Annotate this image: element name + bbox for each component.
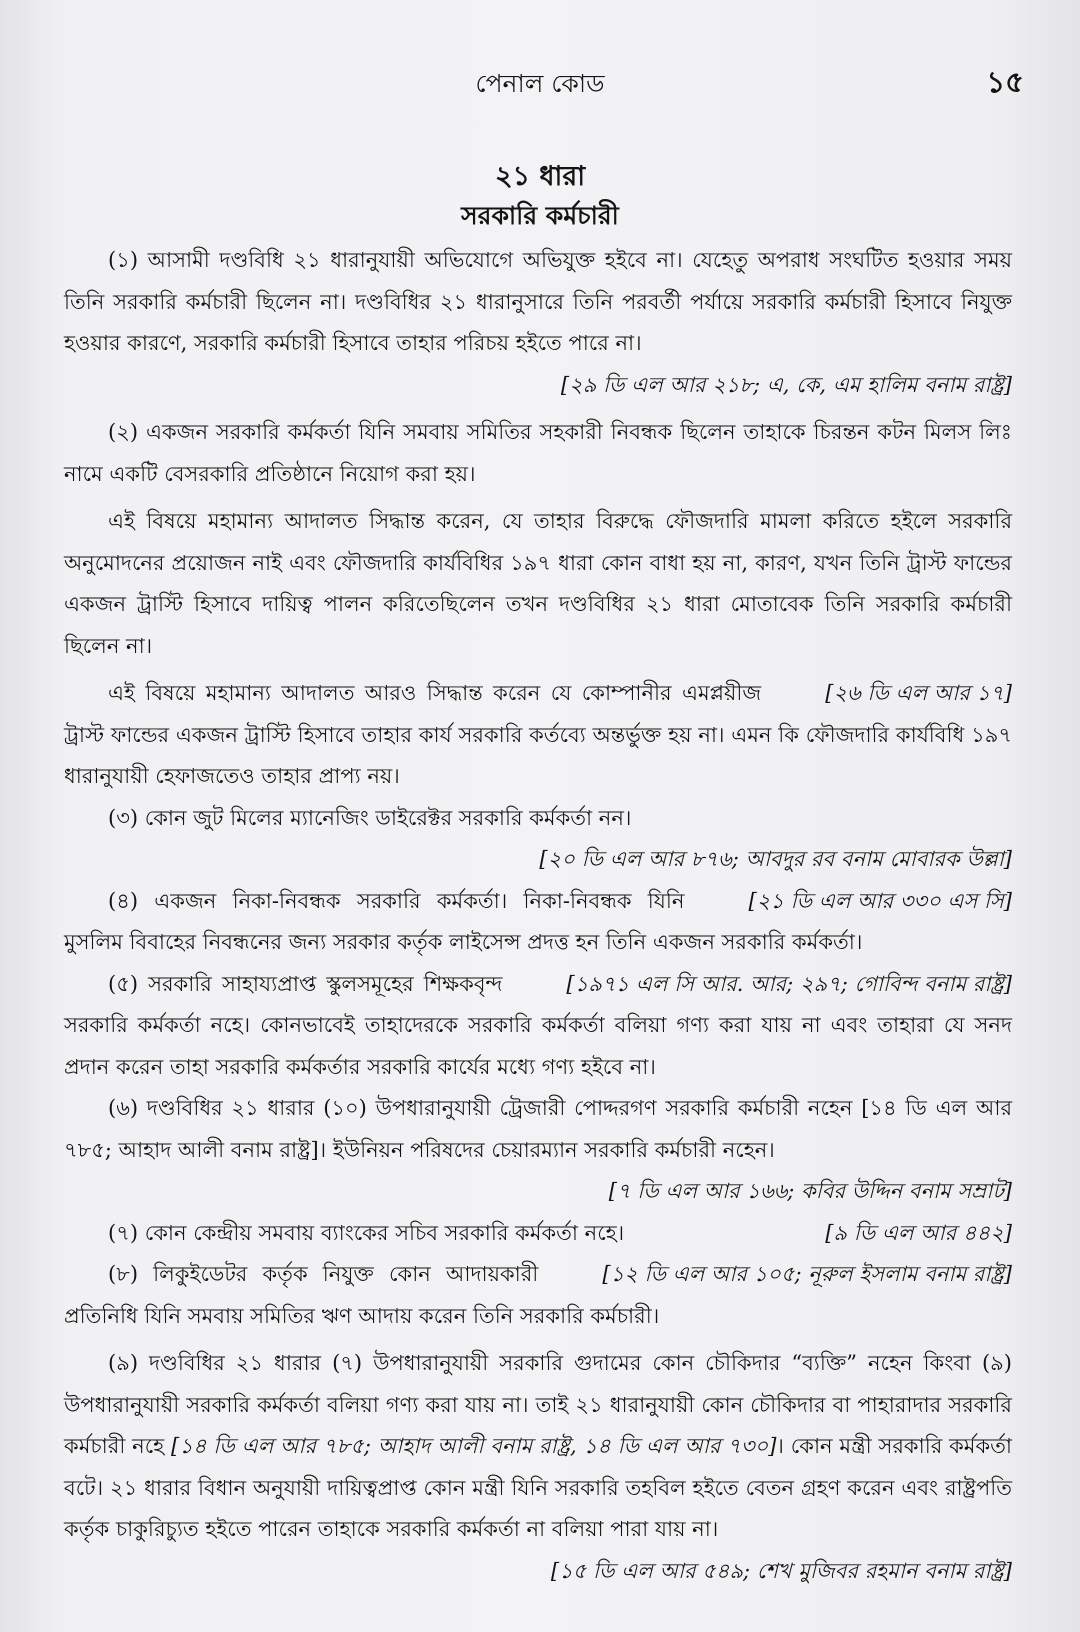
citation-8: [৭ ডি এল আর ১৬৬; কবির উদ্দিন বনাম সম্রাট] [608,1179,1012,1203]
paragraph-9-text: (৭) কোন কেন্দ্রীয় সমবায় ব্যাংকের সচিব সরকারি কর্মকর্তা নহে। [108,1220,625,1245]
paragraph-6-text: (৪) একজন নিকা-নিবন্ধক সরকারি কর্মকর্তা। নিকা-নিবন্ধক যিনি মুসলিম বিবাহের নিবন্ধনের জন্য সরকার কর্তৃক লাইসেন্স প্রদত্ত হন তিনি একজন সরকারি কর্মকর্তা। [64,888,863,954]
paragraph-1: (১) আসামী দণ্ডবিধি ২১ ধারানুযায়ী অভিযোগে অভিযুক্ত হইবে না। যেহেতু অপরাধ সংঘটিত হওয়ার সময় তিনি সরকারি কর্মচারী ছিলেন না। দণ্ডবিধির ২১ ধারানুসারে তিনি পরবর্তী পর্যায়ে সরকারি কর্মচারী হিসাবে নিযুক্ত হওয়ার কারণে, সরকারি কর্মচারী হিসাবে তাহার পরিচয় হইতে পারে না। [64,248,1012,355]
paragraph-10 [64,1254,1012,1337]
paragraph-7-text: (৫) সরকারি সাহায্যপ্রাপ্ত স্কুলসমূহের শিক্ষকবৃন্দ সরকারি কর্মকর্তা নহে। কোনভাবেই তাহাদেরকে সরকারি কর্মকর্তা বলিয়া গণ্য করা যায় না এবং তাহারা যে সনদ প্রদান করেন তাহা সরকারি কর্মকর্তার সরকারি কার্যের মধ্যে গণ্য হইবে না। [64,971,1012,1079]
paragraph-11-text-b: । কোন মন্ত্রী সরকারি কর্মকর্তা বটে। ২১ ধারার বিধান অনুযায়ী দায়িত্বপ্রাপ্ত কোন মন্ত্রী যিনি সরকারি তহবিল হইতে বেতন গ্রহণ করেন এবং রাষ্ট্রপতি কর্তৃক চাকুরিচ্যুত হইতে পারেন তাহাকে সরকারি কর্মকর্তা না বলিয়া পারা যায় না। [64,1434,1012,1541]
paragraph-3: এই বিষয়ে মহামান্য আদালত সিদ্ধান্ত করেন, যে তাহার বিরুদ্ধে ফৌজদারি মামলা করিতে হইলে সরকারি অনুমোদনের প্রয়োজন নাই এবং ফৌজদারি কার্যবিধির ১৯৭ ধারা কোন বাধা হয় না, কারণ, যখন তিনি ট্রাস্ট ফান্ডের একজন ট্রাস্টি হিসাবে দায়িত্ব পালন করিতেছিলেন তখন দণ্ডবিধির ২১ ধারা মোতাবেক তিনি সরকারি কর্মচারী ছিলেন না। [64,509,1012,658]
citation-7: [১৯৭১ এল সি আর. আর; ২৯৭; গোবিন্দ বনাম রাষ্ট্র] [566,971,1012,996]
paragraph-8: (৬) দণ্ডবিধির ২১ ধারার (১০) উপধারানুযায়ী ট্রেজারী পোদ্দরগণ সরকারি কর্মচারী নহেন [১৪ ডি এল আর ৭৮৫; আহাদ আলী বনাম রাষ্ট্র]। ইউনিয়ন পরিষদের চেয়ারম্যান সরকারি কর্মচারী নহেন। [64,1096,1012,1162]
paragraph-4 [64,673,1012,798]
paragraph-11 [64,1343,1012,1551]
citation-9: [৯ ডি এল আর ৪৪২] [825,1220,1012,1245]
paragraph-7 [64,964,1012,1089]
paragraph-4-text: এই বিষয়ে মহামান্য আদালত আরও সিদ্ধান্ত করেন যে কোম্পানীর এমপ্লয়ীজ ট্রাস্ট ফান্ডের একজন ট্রাস্টি হিসাবে তাহার কার্য সরকারি কর্তব্যে অন্তর্ভুক্ত হয় না। এমন কি ফৌজদারি কার্যবিধি ১৯৭ ধারানুযায়ী হেফাজতেও তাহার প্রাপ্য নয়। [64,681,1012,788]
paragraph-11-inline-citation: [১৪ ডি এল আর ৭৮৫; আহাদ আলী বনাম রাষ্ট্র, ১৪ ডি এল আর ৭৩০] [171,1434,777,1458]
paragraph-9 [64,1213,1012,1255]
section-title: ২১ ধারা [494,161,586,192]
body-text [64,240,1012,1592]
paragraph-10-text: (৮) লিকুইডেটর কর্তৃক নিযুক্ত কোন আদায়কারী প্রতিনিধি যিনি সমবায় সমিতির ঋণ আদায় করেন তিনি সরকারি কর্মচারী। [64,1262,660,1328]
citation-4: [২৬ ডি এল আর ১৭] [825,681,1012,705]
citation-10: [১২ ডি এল আর ১০৫; নূরুল ইসলাম বনাম রাষ্ট্র] [602,1262,1012,1286]
paragraph-6 [64,881,1012,964]
book-title: পেনাল কোড [475,69,605,98]
paragraph-2: (২) একজন সরকারি কর্মকর্তা যিনি সমবায় সমিতির সহকারী নিবন্ধক ছিলেন তাহাকে চিরন্তন কটন মিলস লিঃ নামে একটি বেসরকারি প্রতিষ্ঠানে নিয়োগ করা হয়। [64,420,1012,486]
page-number: ১৫ [986,65,1024,99]
citation-5: [২০ ডি এল আর ৮৭৬; আবদুর রব বনাম মোবারক উল্লা] [539,847,1012,871]
section-subtitle: সরকারি কর্মচারী [461,201,619,230]
citation-1: [২৯ ডি এল আর ২১৮; এ, কে, এম হালিম বনাম রাষ্ট্র] [560,372,1012,397]
citation-11: [১৫ ডি এল আর ৫৪৯; শেখ মুজিবর রহমান বনাম রাষ্ট্র] [550,1558,1012,1583]
citation-6: [২১ ডি এল আর ৩৩০ এস সি] [748,888,1012,913]
paragraph-11-text-a: (৯) দণ্ডবিধির ২১ ধারার (৭) উপধারানুযায়ী সরকারি গুদামের কোন চৌকিদার “ব্যক্তি” নহেন কিংবা (৯) উপধারানুযায়ী সরকারি কর্মকর্তা বলিয়া গণ্য করা যায় না। তাই ২১ ধারানুযায়ী কোন চৌকিদার বা পাহারাদার সরকারি কর্মচারী নহে [64,1351,1012,1458]
paragraph-5: (৩) কোন জুট মিলের ম্যানেজিং ডাইরেক্টর সরকারি কর্মকর্তা নন। [108,805,632,830]
running-header [0,60,1080,100]
